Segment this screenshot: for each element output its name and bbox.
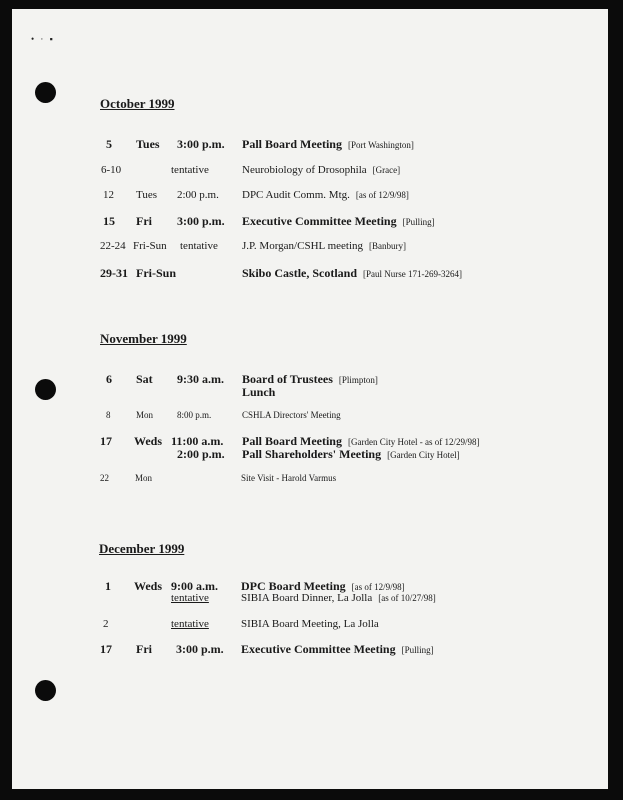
entry-event: DPC Board Meeting [as of 12/9/98] — [241, 579, 405, 593]
entry-event: Executive Committee Meeting [Pulling] — [241, 642, 434, 656]
entry-day: 12 — [103, 189, 114, 201]
entry-day: 2 — [103, 618, 109, 630]
entry-day: 17 — [100, 434, 112, 448]
entry-time: 3:00 p.m. — [177, 137, 225, 151]
entry-time: 3:00 p.m. — [176, 642, 224, 656]
entry-time: tentative — [180, 240, 218, 252]
entry-time-line2: tentative — [171, 592, 209, 604]
entry-event: Executive Committee Meeting [Pulling] — [242, 214, 435, 228]
entry-day: 17 — [100, 642, 112, 656]
entry-weekday: Sat — [136, 372, 153, 386]
entry-weekday: Tues — [136, 189, 157, 201]
entry-note: [Pulling] — [402, 217, 435, 227]
punch-hole-middle — [35, 379, 56, 400]
entry-note: [Plimpton] — [338, 375, 378, 385]
entry-time: 11:00 a.m. — [171, 434, 224, 448]
entry-day: 6 — [106, 372, 112, 386]
entry-weekday: Mon — [136, 410, 154, 420]
december-heading: December 1999 — [99, 541, 185, 556]
entry-note: [Garden City Hotel] — [387, 450, 460, 460]
entry-weekday: Mon — [135, 473, 153, 483]
entry-time: 2:00 p.m. — [177, 189, 219, 201]
entry-event: SIBIA Board Meeting, La Jolla — [241, 618, 379, 630]
entry-note: [Banbury] — [369, 241, 407, 251]
entry-event: J.P. Morgan/CSHL meeting [Banbury] — [242, 240, 407, 252]
entry-time: 9:00 a.m. — [171, 579, 218, 593]
entry-weekday: Weds — [134, 434, 163, 448]
punch-hole-top — [35, 82, 56, 103]
entry-note: [as of 10/27/98] — [378, 593, 436, 603]
entry-weekday: Fri — [136, 214, 152, 228]
entry-day: 5 — [106, 137, 112, 151]
entry-note: [Garden City Hotel - as of 12/29/98] — [347, 437, 480, 447]
entry-day: 15 — [103, 214, 115, 228]
entry-event: Neurobiology of Drosophila [Grace] — [242, 164, 401, 176]
entry-day: 29-31 — [100, 266, 128, 280]
entry-event: CSHLA Directors' Meeting — [242, 410, 341, 420]
entry-note: [Paul Nurse 171-269-3264] — [363, 269, 463, 279]
entry-weekday: Tues — [136, 137, 160, 151]
entry-day: 6-10 — [101, 164, 122, 176]
entry-time: 8:00 p.m. — [177, 410, 212, 420]
entry-event: DPC Audit Comm. Mtg. [as of 12/9/98] — [242, 189, 409, 201]
entry-time: 3:00 p.m. — [177, 214, 225, 228]
entry-event-line2: Lunch — [242, 385, 276, 399]
entry-event: Skibo Castle, Scotland [Paul Nurse 171-269-3264] — [242, 266, 463, 280]
entry-event: Site Visit - Harold Varmus — [241, 473, 337, 483]
entry-weekday: Fri — [136, 642, 152, 656]
punch-hole-bottom — [35, 680, 56, 701]
entry-event: Board of Trustees [Plimpton] — [242, 372, 378, 386]
scan-specks: • · ▪ — [31, 34, 55, 44]
entry-weekday: Fri-Sun — [136, 266, 177, 280]
entry-note: [Pulling] — [401, 645, 434, 655]
november-heading: November 1999 — [100, 331, 187, 346]
october-heading: October 1999 — [100, 96, 175, 111]
entry-event-line2: SIBIA Board Dinner, La Jolla [as of 10/27/98] — [241, 592, 436, 604]
entry-weekday: Weds — [134, 579, 163, 593]
entry-note: [Grace] — [372, 165, 401, 175]
entry-event: Pall Board Meeting [Garden City Hotel - as of 12/29/98] — [242, 434, 480, 448]
entry-weekday: Fri-Sun — [133, 240, 167, 252]
entry-time-line2: 2:00 p.m. — [177, 447, 225, 461]
entry-note: [as of 12/9/98] — [351, 582, 405, 592]
entry-time: tentative — [171, 618, 209, 630]
entry-day: 8 — [106, 410, 111, 420]
entry-event-line2: Pall Shareholders' Meeting [Garden City Hotel] — [242, 447, 460, 461]
document-page — [12, 9, 608, 789]
entry-note: [as of 12/9/98] — [355, 190, 409, 200]
entry-event: Pall Board Meeting [Port Washington] — [242, 137, 414, 151]
entry-time: tentative — [171, 164, 209, 176]
entry-day: 22 — [100, 473, 109, 483]
entry-time: 9:30 a.m. — [177, 372, 224, 386]
entry-day: 22-24 — [100, 240, 126, 252]
entry-note: [Port Washington] — [347, 140, 414, 150]
entry-day: 1 — [105, 579, 111, 593]
